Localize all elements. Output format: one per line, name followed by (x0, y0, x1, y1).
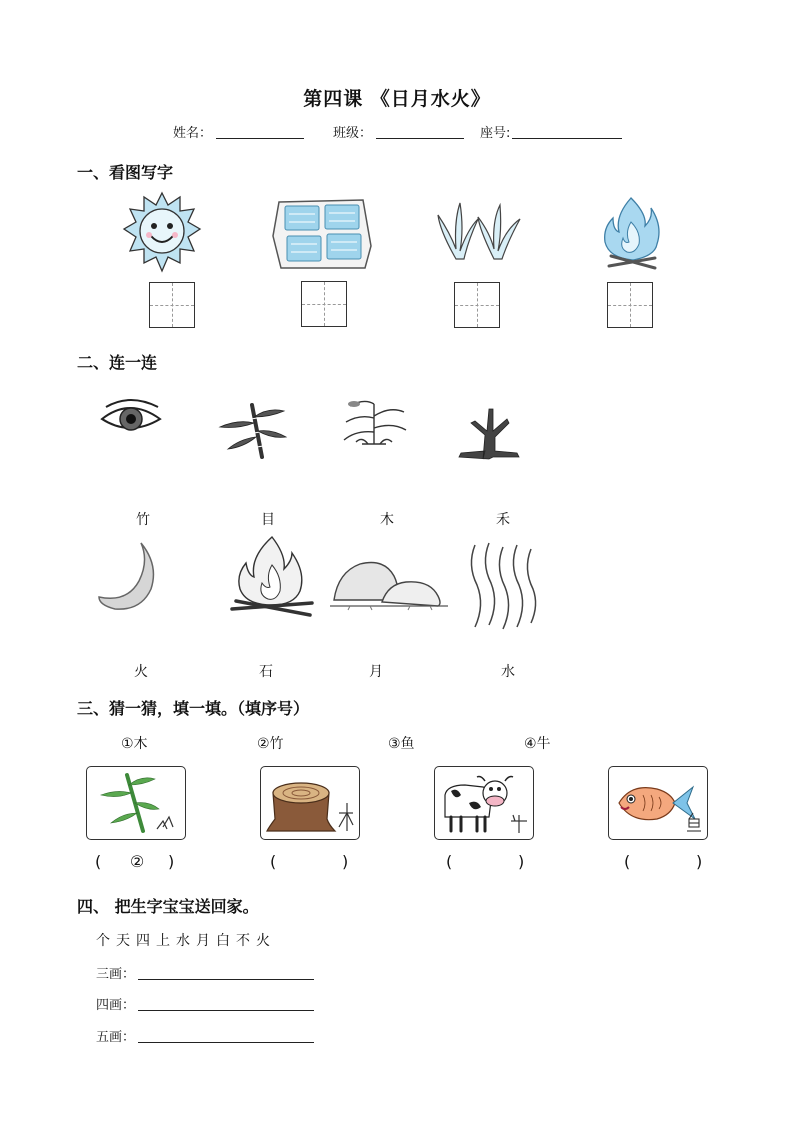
char-shi[interactable]: 石 (259, 664, 273, 680)
card-bamboo (86, 766, 186, 840)
paren-close-3: ) (518, 852, 525, 871)
paren-open-2: ( (270, 852, 277, 871)
option-3: ③鱼 (388, 736, 415, 752)
paren-close-2: ) (342, 852, 349, 871)
section3-heading: 三、猜一猜，填一填。（填序号） (77, 699, 310, 718)
char-mu-eye[interactable]: 目 (261, 512, 275, 528)
tree-icon (455, 405, 521, 461)
class-label: 班级： (333, 126, 373, 141)
tree-stump-icon (265, 773, 355, 835)
paren-close-4: ) (696, 852, 703, 871)
cow-icon (439, 771, 529, 835)
stroke-line-label-3: 三画： (96, 967, 136, 982)
seat-field[interactable] (512, 138, 622, 139)
rice-plant-icon (342, 396, 408, 446)
fish-icon (613, 773, 705, 835)
rock-icon (330, 556, 450, 612)
option-2: ②竹 (257, 736, 284, 752)
moon-icon (97, 541, 161, 613)
section4-heading: 四、 把生字宝宝送回家。 (77, 897, 259, 916)
card-cow (434, 766, 534, 840)
page-title: 第四课 《日月水火》 (303, 88, 491, 110)
card-fish (608, 766, 708, 840)
stroke-line-5[interactable] (138, 1042, 314, 1043)
campfire-icon (226, 535, 318, 619)
paren-open-3: ( (446, 852, 453, 871)
paren-close-1: ) (168, 852, 175, 871)
paren-open-4: ( (624, 852, 631, 871)
char-yue[interactable]: 月 (369, 664, 383, 680)
eye-icon (100, 399, 162, 439)
stroke-line-3[interactable] (138, 979, 314, 980)
character-list: 个天四上水月白不火 (96, 933, 276, 949)
sun-icon (124, 191, 200, 273)
option-4: ④牛 (524, 736, 551, 752)
char-shui[interactable]: 水 (501, 664, 515, 680)
char-he[interactable]: 禾 (496, 512, 510, 528)
char-mu-wood[interactable]: 木 (380, 512, 394, 528)
stroke-line-label-4: 四画： (96, 998, 136, 1013)
seat-label: 座号: (480, 126, 511, 141)
name-field[interactable] (216, 138, 304, 139)
card-tree-stump (260, 766, 360, 840)
section1-heading: 一、看图写字 (77, 163, 174, 182)
writing-box-2[interactable] (301, 281, 347, 327)
writing-box-1[interactable] (149, 282, 195, 328)
paren-open-1: ( (95, 852, 102, 871)
option-1: ①木 (121, 736, 148, 752)
answer-1[interactable]: ② (129, 852, 145, 871)
char-huo[interactable]: 火 (134, 664, 148, 680)
fire-icon (601, 196, 663, 271)
water-icon (463, 541, 541, 631)
bamboo-icon (216, 401, 288, 459)
bamboo-icon (93, 771, 177, 835)
class-field[interactable] (376, 138, 464, 139)
grass-icon (436, 201, 522, 261)
writing-box-3[interactable] (454, 282, 500, 328)
stroke-line-label-5: 五画： (96, 1030, 136, 1045)
char-zhu[interactable]: 竹 (136, 512, 150, 528)
writing-box-4[interactable] (607, 282, 653, 328)
stroke-line-4[interactable] (138, 1010, 314, 1011)
name-label: 姓名： (173, 126, 213, 141)
field-icon (271, 196, 372, 271)
section2-heading: 二、连一连 (77, 353, 158, 372)
